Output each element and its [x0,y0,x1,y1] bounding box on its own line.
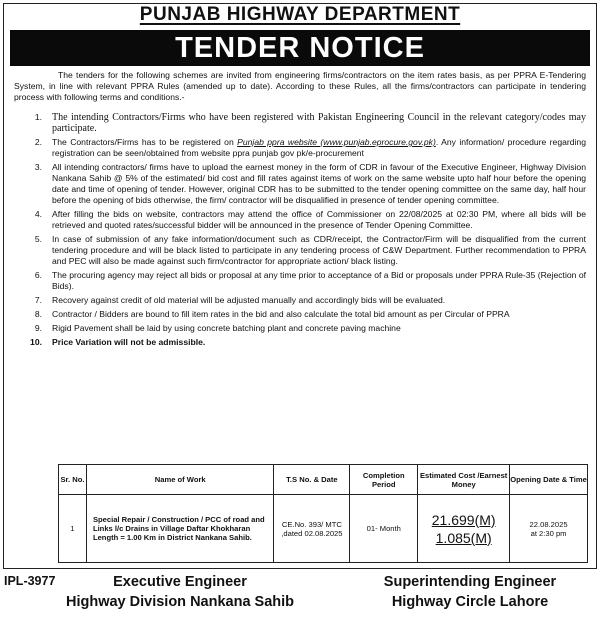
cell-work: Special Repair / Construction / PCC of road and Links l/c Drains in Village Daftar Khokharan Length = 1.00 Km in District Nankana Sahib. [86,495,274,563]
header-opening: Opening Date & Time [510,465,588,495]
header-sr: Sr. No. [59,465,87,495]
cell-cost [418,495,510,563]
ipl-number: IPL-3977 [4,574,56,588]
term-number: 4. [34,209,42,219]
tender-table [58,464,588,563]
term-item [14,337,586,348]
cell-period: 01- Month [350,495,418,563]
term-number: 1. [34,112,42,122]
term-number: 8. [34,309,42,319]
term-item [14,209,586,231]
sig2-office: Highway Circle Lahore [391,594,549,610]
term-number: 10. [30,337,42,347]
term-item [14,309,586,320]
cell-opening [510,495,588,563]
signature-superintending-engineer [345,572,595,612]
term-text: Recovery against credit of old material will be adjusted manually and accordingly bids will be evaluated. [52,295,446,305]
header-cost: Estimated Cost /Earnest Money [418,465,510,495]
intro-paragraph [14,70,586,103]
cell-sr: 1 [59,495,87,563]
opening-time: at 2:30 pm [530,528,567,538]
sig1-office: Highway Division Nankana Sahib [65,594,295,610]
sig2-title: Superintending Engineer [383,574,557,590]
terms-list [14,112,586,348]
term-number: 5. [34,234,42,244]
term-item [14,295,586,306]
term-text: The procuring agency may reject all bids or proposal at any time prior to acceptance of a Bid or proposals under PPRA Rule-35 (Rejection of Bids). [52,270,586,291]
opening-date: 22.08.2025 [529,519,568,529]
term-item [14,162,586,206]
sig1-title: Executive Engineer [113,574,247,590]
header-ts: T.S No. & Date [274,465,350,495]
header-work: Name of Work [86,465,274,495]
cell-ts: CE.No. 393/ MTC ,dated 02.08.2025 [274,495,350,563]
table-header-row [59,465,588,495]
term-text-pre: The Contractors/Firms has to be registered on [52,137,238,147]
term-text: Contractor / Bidders are bound to fill item rates in the bid and also calculate the total bid amount as per Circular of PPRA [52,309,510,319]
term-text: Price Variation will not be admissible. [52,337,206,347]
estimated-cost: 21.699(M) [431,511,496,528]
term-text: The intending Contractors/Firms who have been registered with Pakistan Engineering Council in the relevant category/codes may participate. [52,112,586,134]
term-number: 2. [34,137,42,147]
term-number: 6. [34,270,42,280]
term-item [14,323,586,334]
header-period: Completion Period [350,465,418,495]
ppra-website-link[interactable]: Punjab ppra website (www.punjab.eprocure.gov.pk) [237,137,436,147]
tender-notice-banner: TENDER NOTICE [10,30,590,66]
signature-executive-engineer [55,572,305,612]
term-number: 9. [34,323,42,333]
term-item [14,137,586,159]
term-text-post: . Any information/ procedure regarding registration can be seen/obtained from website ppra punjab gov pk/e-procurement [52,137,586,158]
term-item [14,270,586,292]
term-text: After filling the bids on website, contractors may attend the office of Commissioner on 22/08/2025 at 02:30 PM, where all bids will be retrieved and quoted rates/successful bidder will be announced in the presence of Tender Opening Committee. [52,209,586,230]
term-text: In case of submission of any fake information/document such as CDR/receipt, the Contractor/Firm will be disqualified from the current tendering procedure and will be black listed to participate in any tendering process of C&W Department. Further recommendation to PPRA and PEC will also be made against such firm/contractor for appropriate action/ black listing. [52,234,586,266]
table-row [59,495,588,563]
department-title: PUNJAB HIGHWAY DEPARTMENT [139,4,461,25]
intro-text: The tenders for the following schemes are invited from engineering firms/contractors on the item rates basis, as per PPRA E-Tendering System, in line with relevant PPRA Rules (amended up to date). According to these Rules, all the firms/contractors can participate in tendering process with following terms and conditions.- [14,70,586,102]
term-number: 7. [34,295,42,305]
term-item [14,112,586,134]
term-text: Rigid Pavement shall be laid by using concrete batching plant and concrete paving machine [52,323,401,333]
earnest-money: 1.085(M) [435,529,492,546]
term-item [14,234,586,267]
term-text: All intending contractors/ firms have to upload the earnest money in the form of CDR in favour of the Executive Engineer, Highway Division Nankana Sahib @ 5% of the estimated/ bid cost and fill rates against items of work on the same website upto half hour before the opening date and time of opening of tender. However, original CDR has to be submitted to the tender opening committee on the same day, half hour before the opening of bids otherwise, the firm/ contractor will be disqualified in presence of tender opening committee. [52,162,586,205]
term-text [52,137,586,159]
term-number: 3. [34,162,42,172]
